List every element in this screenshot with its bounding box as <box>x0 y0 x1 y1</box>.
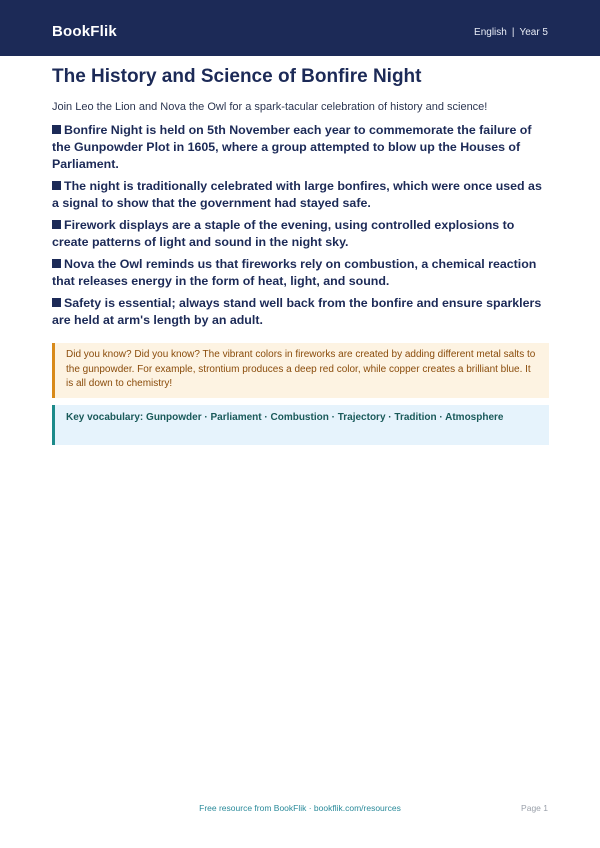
square-bullet-icon <box>52 220 61 229</box>
list-item-text: The night is traditionally celebrated with large bonfires, which were once used as a signal to show that the government had stayed safe. <box>52 179 542 210</box>
list-item <box>52 122 550 173</box>
list-item <box>52 178 550 212</box>
list-item <box>52 217 550 251</box>
meta-separator: | <box>511 27 515 38</box>
fact-list <box>52 122 550 334</box>
footer-credit-link[interactable]: Free resource from BookFlik · bookflik.com/resources <box>199 803 401 813</box>
list-item-text: Nova the Owl reminds us that fireworks rely on combustion, a chemical reaction that releases energy in the form of heat, light, and sound. <box>52 257 537 288</box>
square-bullet-icon <box>52 181 61 190</box>
page-number: Page 1 <box>521 803 548 813</box>
key-vocabulary-box <box>52 405 549 445</box>
list-item-text: Safety is essential; always stand well back from the bonfire and ensure sparklers are held at arm's length by an adult. <box>52 296 542 327</box>
did-you-know-callout <box>52 343 549 398</box>
square-bullet-icon <box>52 125 61 134</box>
subject-label: English <box>474 27 507 38</box>
page-title: The History and Science of Bonfire Night <box>52 66 422 87</box>
year-label: Year 5 <box>519 27 548 38</box>
list-item-text: Bonfire Night is held on 5th November each year to commemorate the failure of the Gunpowder Plot in 1605, where a group attempted to blow up the Houses of Parliament. <box>52 123 532 171</box>
page-header <box>0 0 600 56</box>
vocabulary-text: Key vocabulary: Gunpowder · Parliament · Combustion · Trajectory · Tradition · Atmosphere <box>66 412 504 423</box>
callout-text: Did you know? Did you know? The vibrant colors in fireworks are created by adding different metal salts to the gunpowder. For example, strontium produces a deep red color, while copper creates a brilliant blue. It is all down to chemistry! <box>66 349 536 390</box>
list-item <box>52 256 550 290</box>
square-bullet-icon <box>52 259 61 268</box>
list-item <box>52 295 550 329</box>
brand-logo[interactable]: BookFlik <box>52 23 117 40</box>
square-bullet-icon <box>52 298 61 307</box>
header-meta <box>474 26 548 40</box>
intro-text: Join Leo the Lion and Nova the Owl for a spark-tacular celebration of history and science! <box>52 101 488 113</box>
list-item-text: Firework displays are a staple of the evening, using controlled explosions to create patterns of light and sound in the night sky. <box>52 218 515 249</box>
